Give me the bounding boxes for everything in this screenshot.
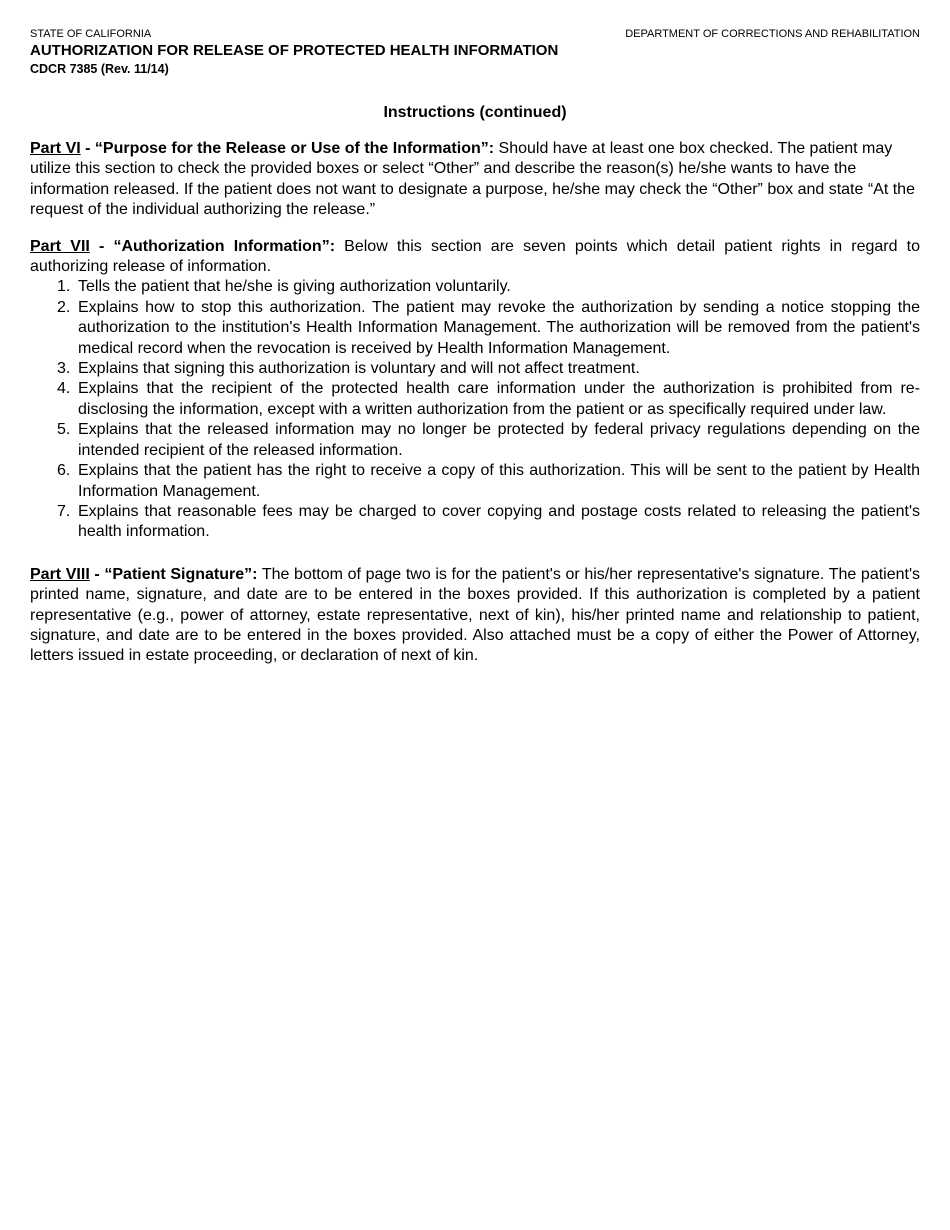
state-label: STATE OF CALIFORNIA (30, 28, 152, 40)
list-item-number: 7. (57, 502, 71, 520)
form-header (30, 28, 558, 77)
part-vii-body: Below this section are seven points which detail patient rights in regard to authorizing release of information. (30, 237, 921, 276)
part-vi-body: Should have at least one box checked. The patient may utilize this section to check the provided boxes or select “Other” and describe the reason(s) he/she wants to have the information released. If the patient does not want to designate a purpose, he/she may check the “Other” box and state “At the request of the individual authorizing the release.” (30, 140, 915, 219)
list-item (30, 420, 920, 461)
instructions-content (30, 102, 920, 683)
list-item (30, 277, 920, 297)
part-viii-section (30, 565, 920, 667)
list-item-number: 5. (57, 421, 71, 439)
list-item-text: Explains how to stop this authorization. The patient may revoke the authorization by sending a notice stopping the authorization to the institution's Health Information Management. The authorization will be removed from the patient's medical record when the revocation is received by Health Information Management. (78, 298, 920, 357)
list-item (30, 359, 920, 379)
list-item-text: Explains that reasonable fees may be charged to cover copying and postage costs related to releasing the patient's health information. (78, 502, 920, 541)
list-item-number: 2. (57, 298, 71, 316)
form-code: CDCR 7385 (Rev. 11/14) (30, 62, 169, 76)
rights-list (30, 277, 920, 542)
list-item (30, 379, 920, 420)
department-label: DEPARTMENT OF CORRECTIONS AND REHABILITATION (625, 28, 920, 40)
list-item-number: 6. (57, 462, 71, 480)
list-item-text: Explains that the released information may no longer be protected by federal privacy regulations depending on the intended recipient of the released information. (78, 421, 920, 459)
part-viii-body: The bottom of page two is for the patient's or his/her representative's signature. The patient's printed name, signature, and date are to be entered in the boxes provided. If this authorization is completed by a patient representative (e.g., power of attorney, estate representative, next of kin), his/her printed name and relationship to patient, signature, and date are to be entered in the boxes provided. Also attached must be a copy of either the Power of Attorney, letters issued in estate proceeding, or declaration of next of kin. (30, 565, 921, 665)
part-viii-label: Part VIII (30, 565, 90, 583)
list-item (30, 502, 920, 543)
list-item-number: 1. (57, 278, 71, 296)
list-item (30, 461, 920, 502)
list-item-text: Explains that signing this authorization is voluntary and will not affect treatment. (78, 360, 640, 378)
part-vii-section (30, 237, 920, 278)
list-item-number: 4. (57, 380, 71, 398)
list-item-text: Tells the patient that he/she is giving authorization voluntarily. (78, 278, 511, 296)
part-vi-title: - “Purpose for the Release or Use of the Information”: (80, 140, 495, 157)
list-item-text: Explains that the recipient of the protected health care information under the authorization is prohibited from re-disclosing the information, except with a written authorization from the patient or as specifically required under law. (78, 380, 920, 418)
form-title: AUTHORIZATION FOR RELEASE OF PROTECTED HEALTH INFORMATION (30, 42, 559, 59)
instructions-title: Instructions (continued) (383, 104, 567, 121)
part-vi-section (30, 139, 920, 221)
part-vii-title: - “Authorization Information”: (89, 237, 336, 255)
part-vii-label: Part VII (30, 237, 90, 255)
list-item-number: 3. (57, 360, 71, 378)
part-vi-label: Part VI (30, 140, 81, 157)
list-item (30, 298, 920, 359)
list-item-text: Explains that the patient has the right to receive a copy of this authorization. This will be sent to the patient by Health Information Management. (78, 462, 920, 500)
part-viii-title: - “Patient Signature”: (89, 565, 258, 583)
